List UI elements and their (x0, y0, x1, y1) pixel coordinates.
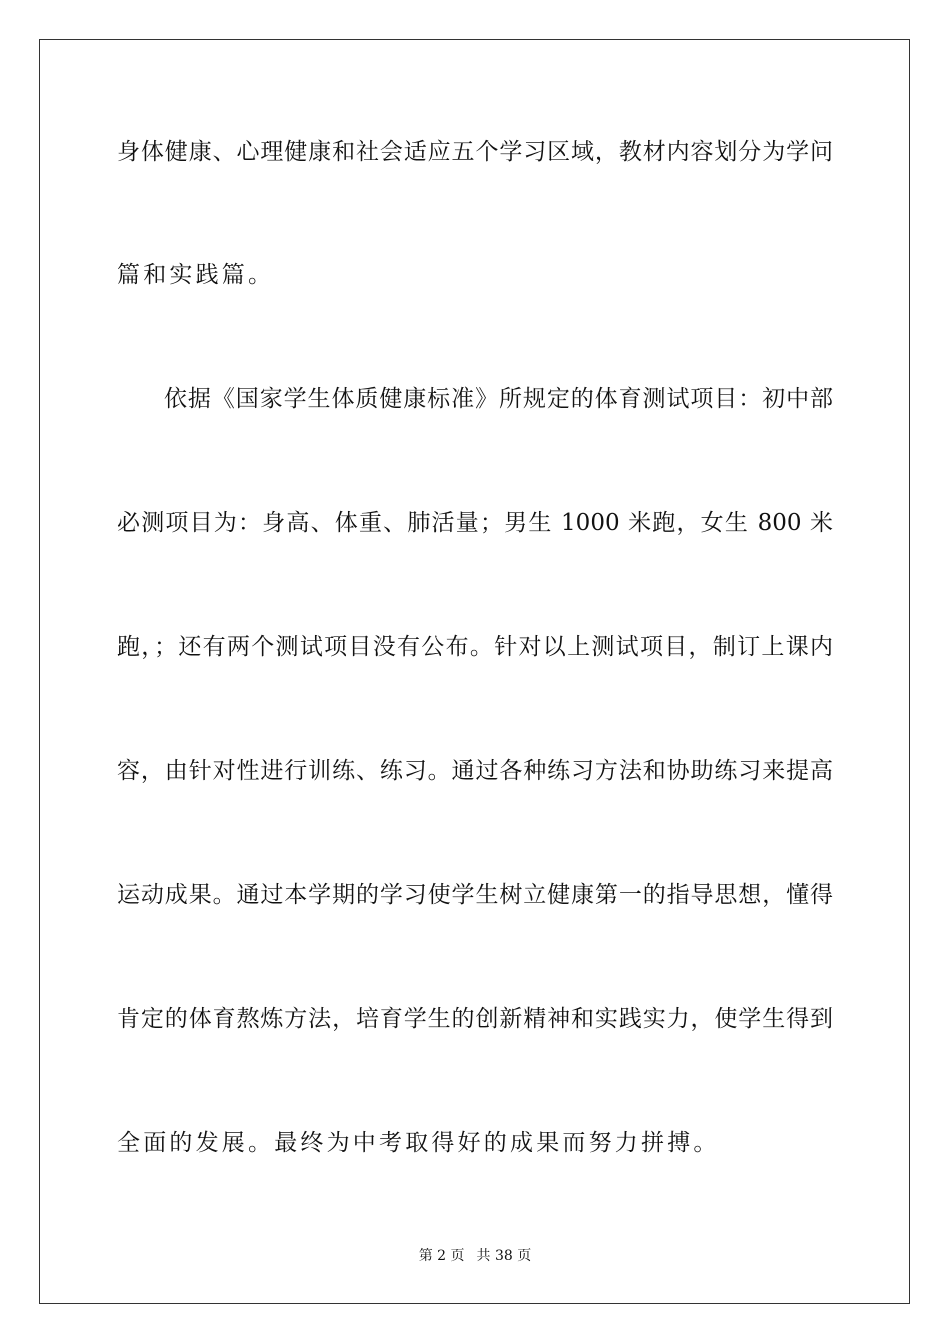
text-line-3: 依据《国家学生体质健康标准》所规定的体育测试项目：初中部 (164, 386, 833, 412)
text-line-9: 全面的发展。最终为中考取得好的成果而努力拼搏。 (117, 1130, 720, 1156)
page-number: 第 2 页 (418, 1248, 465, 1264)
page-total: 共 38 页 (476, 1248, 532, 1264)
text-line-7: 运动成果。通过本学期的学习使学生树立健康第一的指导思想，懂得 (117, 882, 833, 908)
text-line-4: 必测项目为：身高、体重、肺活量；男生 1000 米跑，女生 800 米 (117, 510, 833, 536)
text-line-2: 篇和实践篇。 (117, 262, 275, 288)
page-border (39, 39, 910, 1304)
text-line-8: 肯定的体育熬炼方法，培育学生的创新精神和实践实力，使学生得到 (117, 1006, 833, 1032)
text-line-6: 容，由针对性进行训练、练习。通过各种练习方法和协助练习来提高 (117, 758, 833, 784)
text-line-1: 身体健康、心理健康和社会适应五个学习区域，教材内容划分为学问 (117, 139, 833, 165)
text-line-5: 跑，；还有两个测试项目没有公布。针对以上测试项目，制订上课内 (117, 634, 833, 660)
page-footer (0, 1247, 950, 1265)
